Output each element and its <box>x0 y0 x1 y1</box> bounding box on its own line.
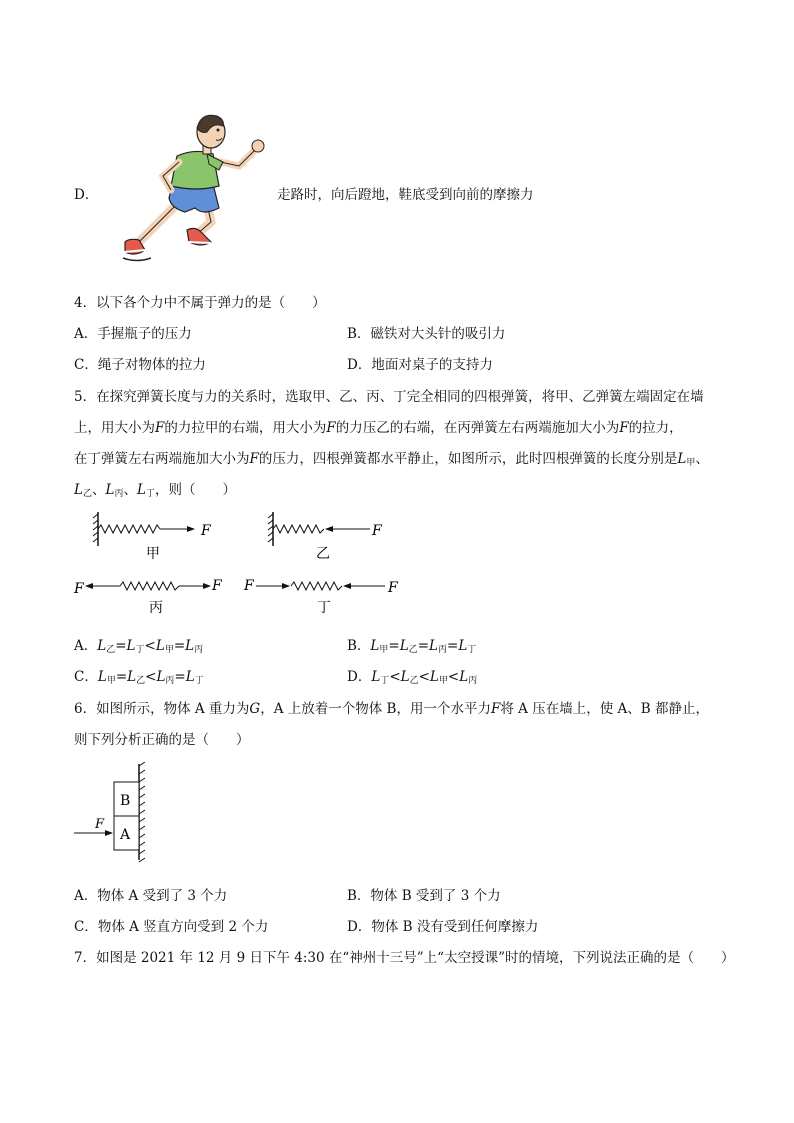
q5-stem-line3: 在丁弹簧左右两端施加大小为F的压力，四根弹簧都水平静止，如图所示，此时四根弹簧的长度分别是$L_甲$、 <box>74 451 709 468</box>
spring-figure <box>70 508 410 618</box>
block-a-label: A <box>120 827 131 843</box>
q6-stem-line1: 6．如图所示，物体 A 重力为G，A 上放着一个物体 B，用一个水平力F将 A 压在墙上，使 A、B 都静止， <box>74 701 709 717</box>
q6-option-a: A．物体 A 受到了 3 个力 <box>74 888 228 904</box>
block-wall-figure <box>70 762 170 864</box>
q5-stem-line1: 5．在探究弹簧长度与力的关系时，选取甲、乙、丙、丁完全相同的四根弹簧，将甲、乙弹簧左端固定在墙 <box>74 389 704 405</box>
q3-option-d-text: 走路时，向后蹬地，鞋底受到向前的摩擦力 <box>277 187 534 203</box>
q5-option-c: C．$L_甲=L_乙<L_丙=L_丁$ <box>74 669 204 686</box>
q6-stem-line2: 则下列分析正确的是（ ） <box>74 732 250 748</box>
spring-ding <box>291 582 342 590</box>
spring-yi-diagram <box>268 512 383 562</box>
spring-label-jia: 甲 <box>146 546 160 562</box>
force-label-jia: F <box>201 523 211 539</box>
spring-label-ding: 丁 <box>317 600 331 616</box>
q7-stem: 7．如图是 2021 年 12 月 9 日下午 4:30 在“神州十三号”上“太空授课”时的情境，下列说法正确的是（ ） <box>74 950 735 966</box>
spring-ding-diagram <box>243 578 399 616</box>
q4-option-b: B．磁铁对大头针的吸引力 <box>347 326 506 342</box>
q4-option-a: A．手握瓶子的压力 <box>74 326 192 342</box>
q6-option-b: B．物体 B 受到了 3 个力 <box>347 888 501 904</box>
spring-label-yi: 乙 <box>316 546 330 562</box>
q6-option-c: C．物体 A 竖直方向受到 2 个力 <box>74 919 269 935</box>
q5-option-b: B．$L_甲=L_乙=L_丙=L_丁$ <box>347 638 477 655</box>
spring-bing-diagram <box>73 578 223 616</box>
q4-option-d: D．地面对桌子的支持力 <box>347 357 493 373</box>
q4-option-c: C．绳子对物体的拉力 <box>74 357 206 373</box>
spring-jia <box>98 525 160 533</box>
spring-label-bing: 丙 <box>149 600 163 616</box>
force-label-ding-left: F <box>244 578 254 594</box>
force-label-f: F <box>95 817 105 832</box>
q5-option-d: D．$L_丁<L_乙<L_甲<L_丙$ <box>347 669 478 686</box>
q4-stem: 4．以下各个力中不属于弹力的是（ ） <box>74 295 326 311</box>
force-label-ding-right: F <box>388 580 398 596</box>
q3-option-d-label: D． <box>74 187 99 203</box>
spring-jia-diagram <box>93 512 212 562</box>
spring-bing <box>120 582 179 590</box>
block-b-label: B <box>120 793 131 809</box>
spring-yi <box>273 525 324 533</box>
q5-stem-line2: 上，用大小为F的力拉甲的右端，用大小为F的力压乙的右端，在丙弹簧左右两端施加大小为F的拉力， <box>74 420 683 436</box>
running-person-illustration <box>115 112 275 267</box>
q5-option-a: A．$L_乙=L_丁<L_甲=L_丙$ <box>74 638 204 655</box>
force-label-yi: F <box>372 523 382 539</box>
force-label-bing-left: F <box>74 581 84 597</box>
force-label-bing-right: F <box>212 578 222 594</box>
q6-option-d: D．物体 B 没有受到任何摩擦力 <box>347 919 539 935</box>
q5-stem-line4: $L_乙$、$L_丙$、$L_丁$，则（ ） <box>74 482 236 499</box>
